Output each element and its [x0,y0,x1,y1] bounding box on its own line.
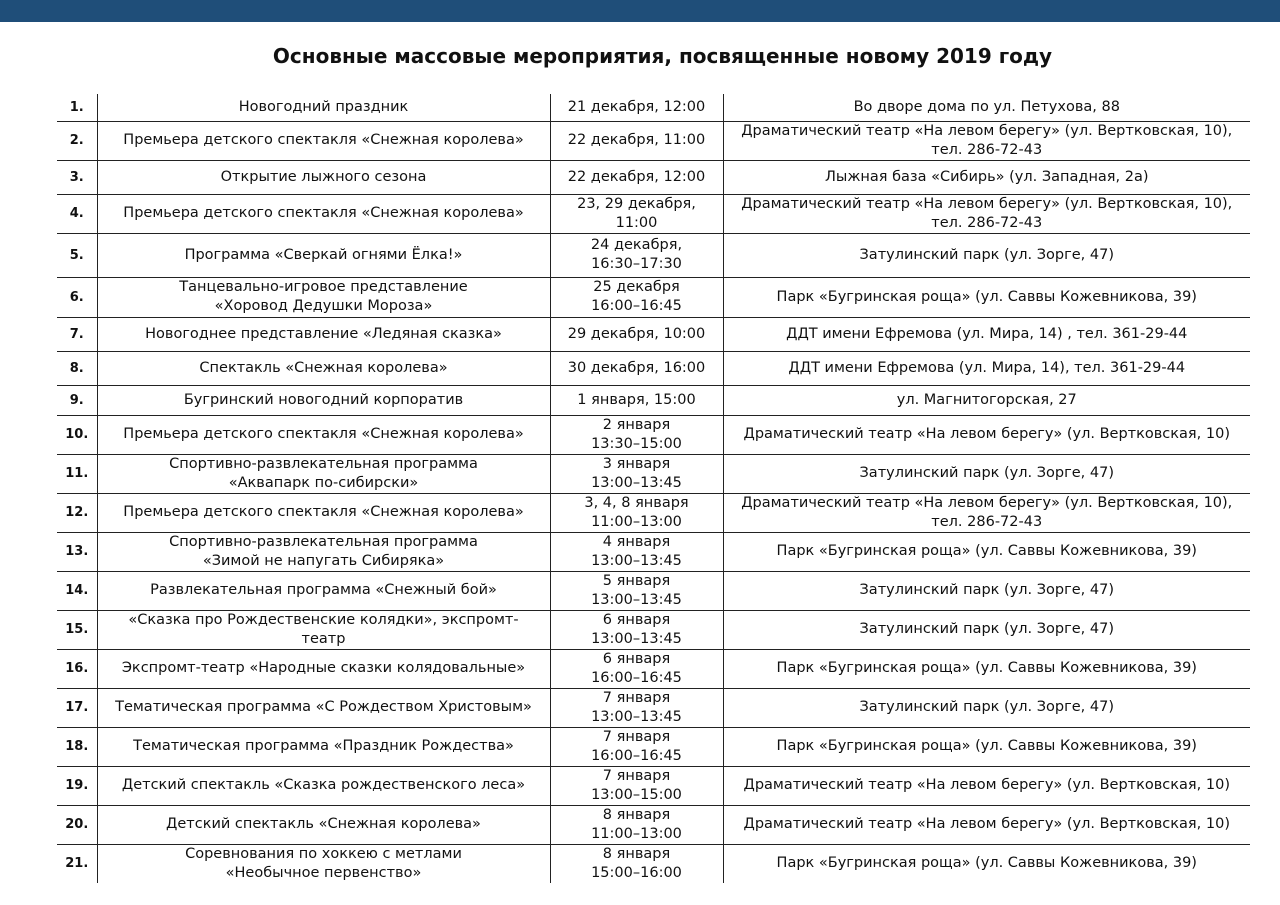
event-place: Драматический театр «На левом берегу» (ул. Вертковская, 10) [723,766,1250,805]
event-place: Драматический театр «На левом берегу» (ул. Вертковская, 10) [723,805,1250,844]
event-name: Премьера детского спектакля «Снежная королева» [97,121,550,160]
event-place: ул. Магнитогорская, 27 [723,385,1250,415]
row-number: 18. [57,727,97,766]
row-number: 21. [65,856,89,872]
event-time: 2 января 13:30–15:00 [550,415,723,454]
event-time: 23, 29 декабря, 11:00 [550,194,723,233]
event-place: Парк «Бугринская роща» (ул. Саввы Кожевникова, 39) [723,727,1250,766]
table-row [57,121,1250,160]
table-row [57,351,1250,385]
event-name: «Сказка про Рождественские колядки», экспромт- театр [97,610,550,649]
row-number: 15. [57,610,97,649]
table-row [57,610,1250,649]
event-place: Парк «Бугринская роща» (ул. Саввы Кожевникова, 39) [723,532,1250,571]
event-time: 7 января 16:00–16:45 [550,727,723,766]
event-name: Премьера детского спектакля «Снежная королева» [97,493,550,532]
event-place: Затулинский парк (ул. Зорге, 47) [723,571,1250,610]
table-row [57,571,1250,610]
table-row [57,844,1250,883]
table-row [57,160,1250,194]
events-table-body [57,94,1250,883]
event-time: 8 января 11:00–13:00 [550,805,723,844]
row-number: 8. [57,351,97,385]
row-number: 1. [57,94,97,121]
event-time: 30 декабря, 16:00 [550,351,723,385]
row-number: 17. [57,688,97,727]
row-number: 3. [57,160,97,194]
event-name: Тематическая программа «Праздник Рождества» [97,727,550,766]
event-time: 3 января 13:00–13:45 [550,454,723,493]
row-number: 4. [57,194,97,233]
event-name: Детский спектакль «Снежная королева» [97,805,550,844]
row-number: 7. [57,317,97,351]
event-time: 6 января 13:00–13:45 [550,610,723,649]
event-time: 5 января 13:00–13:45 [550,571,723,610]
event-name: Спортивно-развлекательная программа «Зимой не напугать Сибиряка» [97,532,550,571]
event-name: Детский спектакль «Сказка рождественского леса» [97,766,550,805]
event-name: Открытие лыжного сезона [97,160,550,194]
event-time: 22 декабря, 11:00 [550,121,723,160]
event-time: 3, 4, 8 января 11:00–13:00 [550,493,723,532]
row-number: 5. [57,233,97,277]
table-row [57,727,1250,766]
row-number: 6. [57,277,97,317]
event-name: Соревнования по хоккею с метлами «Необычное первенство» [97,844,550,883]
event-place: Затулинский парк (ул. Зорге, 47) [723,610,1250,649]
row-number: 20. [57,805,97,844]
row-number: 13. [57,532,97,571]
table-row [57,277,1250,317]
row-number: 19. [57,766,97,805]
table-row [57,454,1250,493]
event-name: Новогодний праздник [97,94,550,121]
event-place: Затулинский парк (ул. Зорге, 47) [723,233,1250,277]
event-time: 21 декабря, 12:00 [550,94,723,121]
event-place: Драматический театр «На левом берегу» (ул. Вертковская, 10), тел. 286-72-43 [723,121,1250,160]
row-number: 2. [57,121,97,160]
table-row [57,688,1250,727]
event-time: 8 января 15:00–16:00 [550,844,723,883]
event-name: Премьера детского спектакля «Снежная королева» [97,415,550,454]
event-name: Спектакль «Снежная королева» [97,351,550,385]
event-place: Драматический театр «На левом берегу» (ул. Вертковская, 10) [723,415,1250,454]
event-time: 25 декабря 16:00–16:45 [550,277,723,317]
event-name: Бугринский новогодний корпоратив [97,385,550,415]
table-row [57,415,1250,454]
event-name: Танцевально-игровое представление «Хоровод Дедушки Мороза» [97,277,550,317]
event-name: Спортивно-развлекательная программа «Аквапарк по-сибирски» [97,454,550,493]
row-number: 10. [57,415,97,454]
event-time: 7 января 13:00–15:00 [550,766,723,805]
event-place: Парк «Бугринская роща» (ул. Саввы Кожевникова, 39) [723,649,1250,688]
event-time: 1 января, 15:00 [550,385,723,415]
event-name: Развлекательная программа «Снежный бой» [97,571,550,610]
event-place: Драматический театр «На левом берегу» (ул. Вертковская, 10), тел. 286-72-43 [723,194,1250,233]
event-place: Затулинский парк (ул. Зорге, 47) [723,688,1250,727]
table-row [57,94,1250,121]
table-row [57,194,1250,233]
table-row [57,317,1250,351]
event-time: 22 декабря, 12:00 [550,160,723,194]
top-banner-bar [0,0,1280,22]
event-place: Лыжная база «Сибирь» (ул. Западная, 2а) [723,160,1250,194]
events-table [57,94,1250,883]
event-place: Драматический театр «На левом берегу» (ул. Вертковская, 10), тел. 286-72-43 [723,493,1250,532]
table-row [57,805,1250,844]
table-row [57,532,1250,571]
row-number: 14. [57,571,97,610]
event-time: 4 января 13:00–13:45 [550,532,723,571]
event-name: Экспромт-театр «Народные сказки колядовальные» [97,649,550,688]
event-place: Парк «Бугринская роща» (ул. Саввы Кожевникова, 39) [723,844,1250,883]
event-name: Программа «Сверкай огнями Ёлка!» [97,233,550,277]
event-place: Во дворе дома по ул. Петухова, 88 [723,94,1250,121]
table-row [57,233,1250,277]
event-time: 7 января 13:00–13:45 [550,688,723,727]
table-row [57,493,1250,532]
event-name: Новогоднее представление «Ледяная сказка» [97,317,550,351]
row-number: 9. [57,385,97,415]
row-number: 11. [57,454,97,493]
event-name: Тематическая программа «С Рождеством Христовым» [97,688,550,727]
table-row [57,649,1250,688]
event-time: 6 января 16:00–16:45 [550,649,723,688]
event-place: Парк «Бугринская роща» (ул. Саввы Кожевникова, 39) [723,277,1250,317]
row-number: 12. [57,493,97,532]
event-place: Затулинский парк (ул. Зорге, 47) [723,454,1250,493]
event-time: 24 декабря, 16:30–17:30 [550,233,723,277]
page-title: Основные массовые мероприятия, посвященные новому 2019 году [272,44,1053,68]
row-number: 16. [57,649,97,688]
event-place: ДДТ имени Ефремова (ул. Мира, 14), тел. 361-29-44 [723,351,1250,385]
table-row [57,766,1250,805]
table-row [57,385,1250,415]
event-place: ДДТ имени Ефремова (ул. Мира, 14) , тел. 361-29-44 [723,317,1250,351]
event-time: 29 декабря, 10:00 [550,317,723,351]
event-name: Премьера детского спектакля «Снежная королева» [97,194,550,233]
